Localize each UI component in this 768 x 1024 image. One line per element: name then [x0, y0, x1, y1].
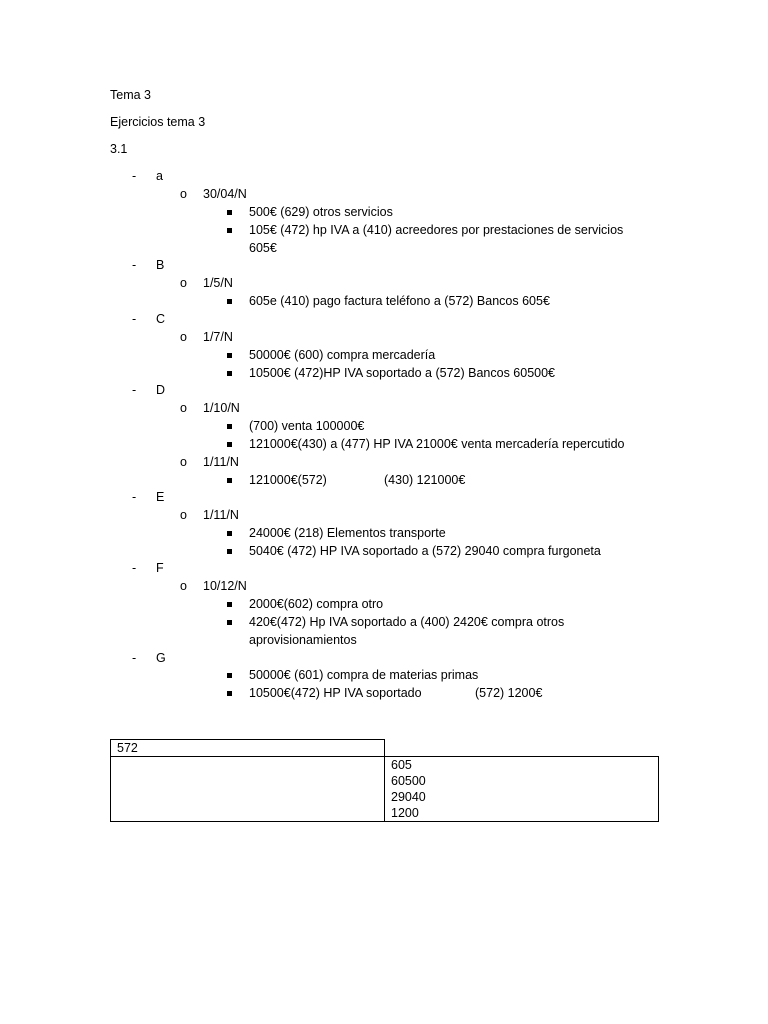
circle-bullet: o — [180, 330, 187, 344]
square-bullet-icon — [227, 478, 232, 483]
square-bullet-icon — [227, 691, 232, 696]
square-bullet-icon — [227, 424, 232, 429]
credit-amount: 60500 — [391, 774, 426, 788]
journal-line: 2000€(602) compra otro — [249, 597, 384, 611]
circle-bullet: o — [180, 508, 187, 522]
square-bullet-icon — [227, 602, 232, 607]
entry-date: 1/7/N — [203, 330, 233, 344]
journal-line: 24000€ (218) Elementos transporte — [249, 526, 446, 540]
circle-bullet: o — [180, 401, 187, 415]
entry-letter: E — [156, 490, 165, 504]
dash-bullet: - — [132, 561, 137, 575]
journal-line: 420€(472) Hp IVA soportado a (400) 2420€ compra otros — [249, 615, 565, 629]
square-bullet-icon — [227, 299, 232, 304]
dash-bullet: - — [132, 490, 137, 504]
journal-line: 121000€(430) a (477) HP IVA 21000€ venta mercadería repercutido — [249, 437, 625, 451]
journal-line: 50000€ (601) compra de materias primas — [249, 668, 479, 682]
document-title: Tema 3 — [110, 88, 151, 102]
entry-date: 1/11/N — [203, 508, 239, 522]
dash-bullet: - — [132, 383, 137, 397]
square-bullet-icon — [227, 549, 232, 554]
account-number: 572 — [117, 741, 138, 755]
dash-bullet: - — [132, 651, 137, 665]
square-bullet-icon — [227, 353, 232, 358]
journal-line: 5040€ (472) HP IVA soportado a (572) 29040 compra furgoneta — [249, 544, 601, 558]
circle-bullet: o — [180, 187, 187, 201]
entry-letter: F — [156, 561, 164, 575]
journal-line-continuation: 605€ — [249, 241, 277, 255]
entry-letter: C — [156, 312, 166, 326]
entry-date: 1/5/N — [203, 276, 233, 290]
journal-line-continuation: aprovisionamientos — [249, 633, 357, 647]
journal-line: 10500€ (472)HP IVA soportado a (572) Bancos 60500€ — [249, 366, 556, 380]
section-number: 3.1 — [110, 142, 128, 156]
account-number-cell — [111, 740, 385, 757]
credit-amount: 605 — [391, 758, 412, 772]
circle-bullet: o — [180, 579, 187, 593]
entry-letter: G — [156, 651, 166, 665]
square-bullet-icon — [227, 673, 232, 678]
journal-line: (700) venta 100000€ — [249, 419, 365, 433]
dash-bullet: - — [132, 312, 137, 326]
journal-line-credit: (572) 1200€ — [475, 686, 543, 700]
entry-letter: D — [156, 383, 166, 397]
entry-date: 30/04/N — [203, 187, 247, 201]
journal-line: 605e (410) pago factura teléfono a (572) Bancos 605€ — [249, 294, 550, 308]
journal-line: 121000€(572) — [249, 473, 327, 487]
journal-line: 500€ (629) otros servicios — [249, 205, 393, 219]
square-bullet-icon — [227, 442, 232, 447]
entry-date: 10/12/N — [203, 579, 247, 593]
square-bullet-icon — [227, 228, 232, 233]
circle-bullet: o — [180, 455, 187, 469]
entry-date: 1/10/N — [203, 401, 240, 415]
t-account-table — [110, 739, 659, 822]
journal-line: 50000€ (600) compra mercadería — [249, 348, 436, 362]
header-empty-cell — [385, 740, 659, 757]
entry-date: 1/11/N — [203, 455, 239, 469]
square-bullet-icon — [227, 371, 232, 376]
journal-line-credit: (430) 121000€ — [384, 473, 466, 487]
credit-amount: 29040 — [391, 790, 426, 804]
credit-amount: 1200 — [391, 806, 419, 820]
square-bullet-icon — [227, 531, 232, 536]
journal-line: 105€ (472) hp IVA a (410) acreedores por prestaciones de servicios — [249, 223, 624, 237]
square-bullet-icon — [227, 210, 232, 215]
debit-column — [111, 757, 385, 822]
entry-letter: a — [156, 169, 163, 183]
document-subtitle: Ejercicios tema 3 — [110, 115, 206, 129]
credit-column — [385, 757, 659, 822]
entry-letter: B — [156, 258, 165, 272]
circle-bullet: o — [180, 276, 187, 290]
square-bullet-icon — [227, 620, 232, 625]
dash-bullet: - — [132, 169, 137, 183]
dash-bullet: - — [132, 258, 137, 272]
journal-line: 10500€(472) HP IVA soportado — [249, 686, 422, 700]
